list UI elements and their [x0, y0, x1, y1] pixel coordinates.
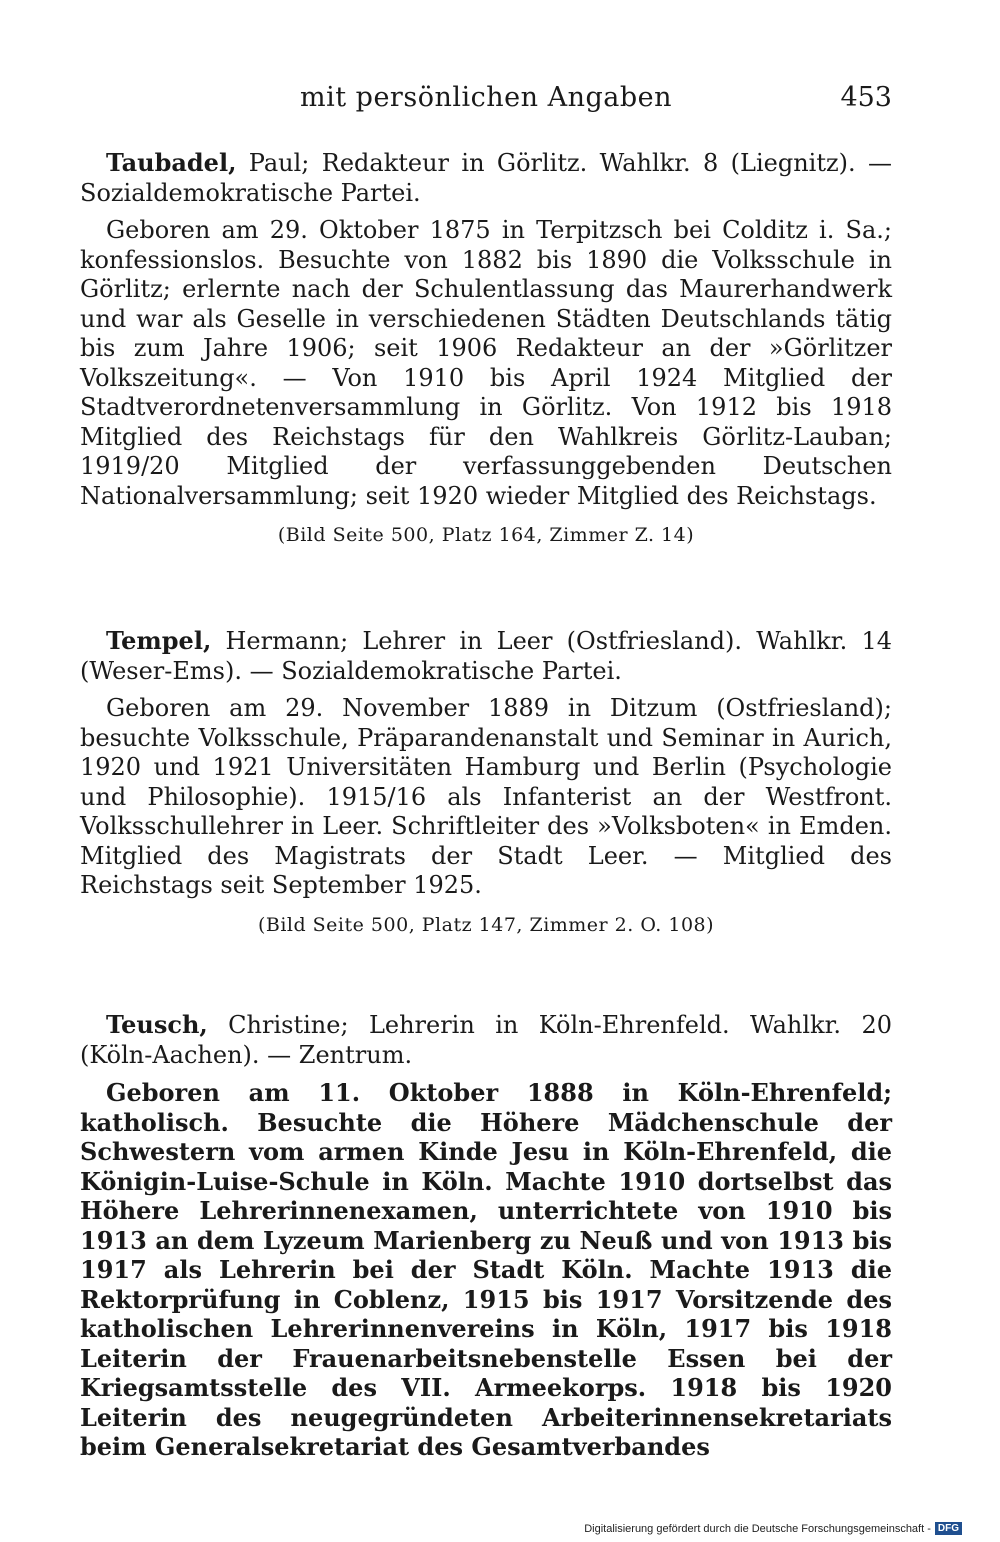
biography-entry-tempel — [80, 626, 892, 940]
entry-biography: Geboren am 11. Oktober 1888 in Köln-Ehrenfeld; katholisch. Besuchte die Höhere Mädchenschule der Schwestern vom armen Kinde Jesu in Köln-Ehrenfeld, die Königin-Luise-Schule in Köln. Machte 1910 dortselbst das Höhere Lehrerinnenexamen, unterrichtete von 1910 bis 1913 an dem Lyzeum Marienberg zu Neuß und von 1913 bis 1917 als Lehrerin bei der Stadt Köln. Machte 1913 die Rektorprüfung in Coblenz, 1915 bis 1917 Vorsitzende des katholischen Lehrerinnenvereins in Köln, 1917 bis 1918 Leiterin der Frauenarbeitsnebenstelle Essen bei der Kriegsamtsstelle des VII. Armeekorps. 1918 bis 1920 Leiterin des neugegründeten Arbeiterinnensekretariats beim Generalsekretariat des Gesamtverbandes — [80, 1078, 892, 1461]
running-head — [80, 82, 892, 122]
digitization-credit — [584, 1522, 962, 1535]
entry-heading — [80, 1010, 892, 1070]
entry-heading — [80, 626, 892, 686]
dfg-logo-icon: DFG — [935, 1522, 962, 1535]
photo-reference: (Bild Seite 500, Platz 164, Zimmer Z. 14) — [277, 524, 695, 546]
biography-entry-taubadel — [80, 148, 892, 551]
photo-reference: (Bild Seite 500, Platz 147, Zimmer 2. O. 108) — [257, 913, 715, 936]
entry-name: Taubadel, — [106, 148, 237, 177]
page-number: 453 — [840, 82, 892, 113]
entry-name: Tempel, — [106, 626, 212, 655]
entry-name: Teusch, — [106, 1010, 208, 1039]
running-title: mit persönlichen Angaben — [300, 82, 672, 113]
entry-biography: Geboren am 29. November 1889 in Ditzum (Ostfriesland); besuchte Volksschule, Präparandenanstalt und Seminar in Aurich, 1920 und 1921 Universitäten Hamburg und Berlin (Psychologie und Philosophie). 1915/16 als Infanterist an der Westfront. Volksschullehrer in Leer. Schriftleiter des »Volksboten« in Emden. Mitglied des Magistrats der Stadt Leer. — Mitglied des Reichstags seit September 1925. — [80, 694, 892, 899]
entry-heading-details: Hermann; Lehrer in Leer (Ostfriesland). Wahlkr. 14 (Weser-Ems). — Sozialdemokratische Partei. — [80, 627, 892, 685]
biography-entry-teusch — [80, 1010, 892, 1462]
entry-heading-details: Christine; Lehrerin in Köln-Ehrenfeld. Wahlkr. 20 (Köln-Aachen). — Zentrum. — [80, 1011, 892, 1069]
entry-biography: Geboren am 29. Oktober 1875 in Terpitzsch bei Colditz i. Sa.; konfessionslos. Besuchte von 1882 bis 1890 die Volksschule in Görlitz; erlernte nach der Schulentlassung das Maurerhandwerk und war als Geselle in verschiedenen Städten Deutschlands tätig bis zum Jahre 1906; seit 1906 Redakteur an der »Görlitzer Volkszeitung«. — Von 1910 bis April 1924 Mitglied der Stadtverordnetenversammlung in Görlitz. Von 1912 bis 1918 Mitglied des Reichstags für den Wahlkreis Görlitz-Lauban; 1919/20 Mitglied der verfassunggebenden Deutschen Nationalversammlung; seit 1920 wieder Mitglied des Reichstags. — [80, 216, 892, 510]
entry-heading-details: Paul; Redakteur in Görlitz. Wahlkr. 8 (Liegnitz). — Sozialdemokratische Partei. — [80, 149, 892, 207]
credit-text: Digitalisierung gefördert durch die Deutsche Forschungsgemeinschaft - — [584, 1522, 931, 1535]
entry-heading — [80, 148, 892, 208]
